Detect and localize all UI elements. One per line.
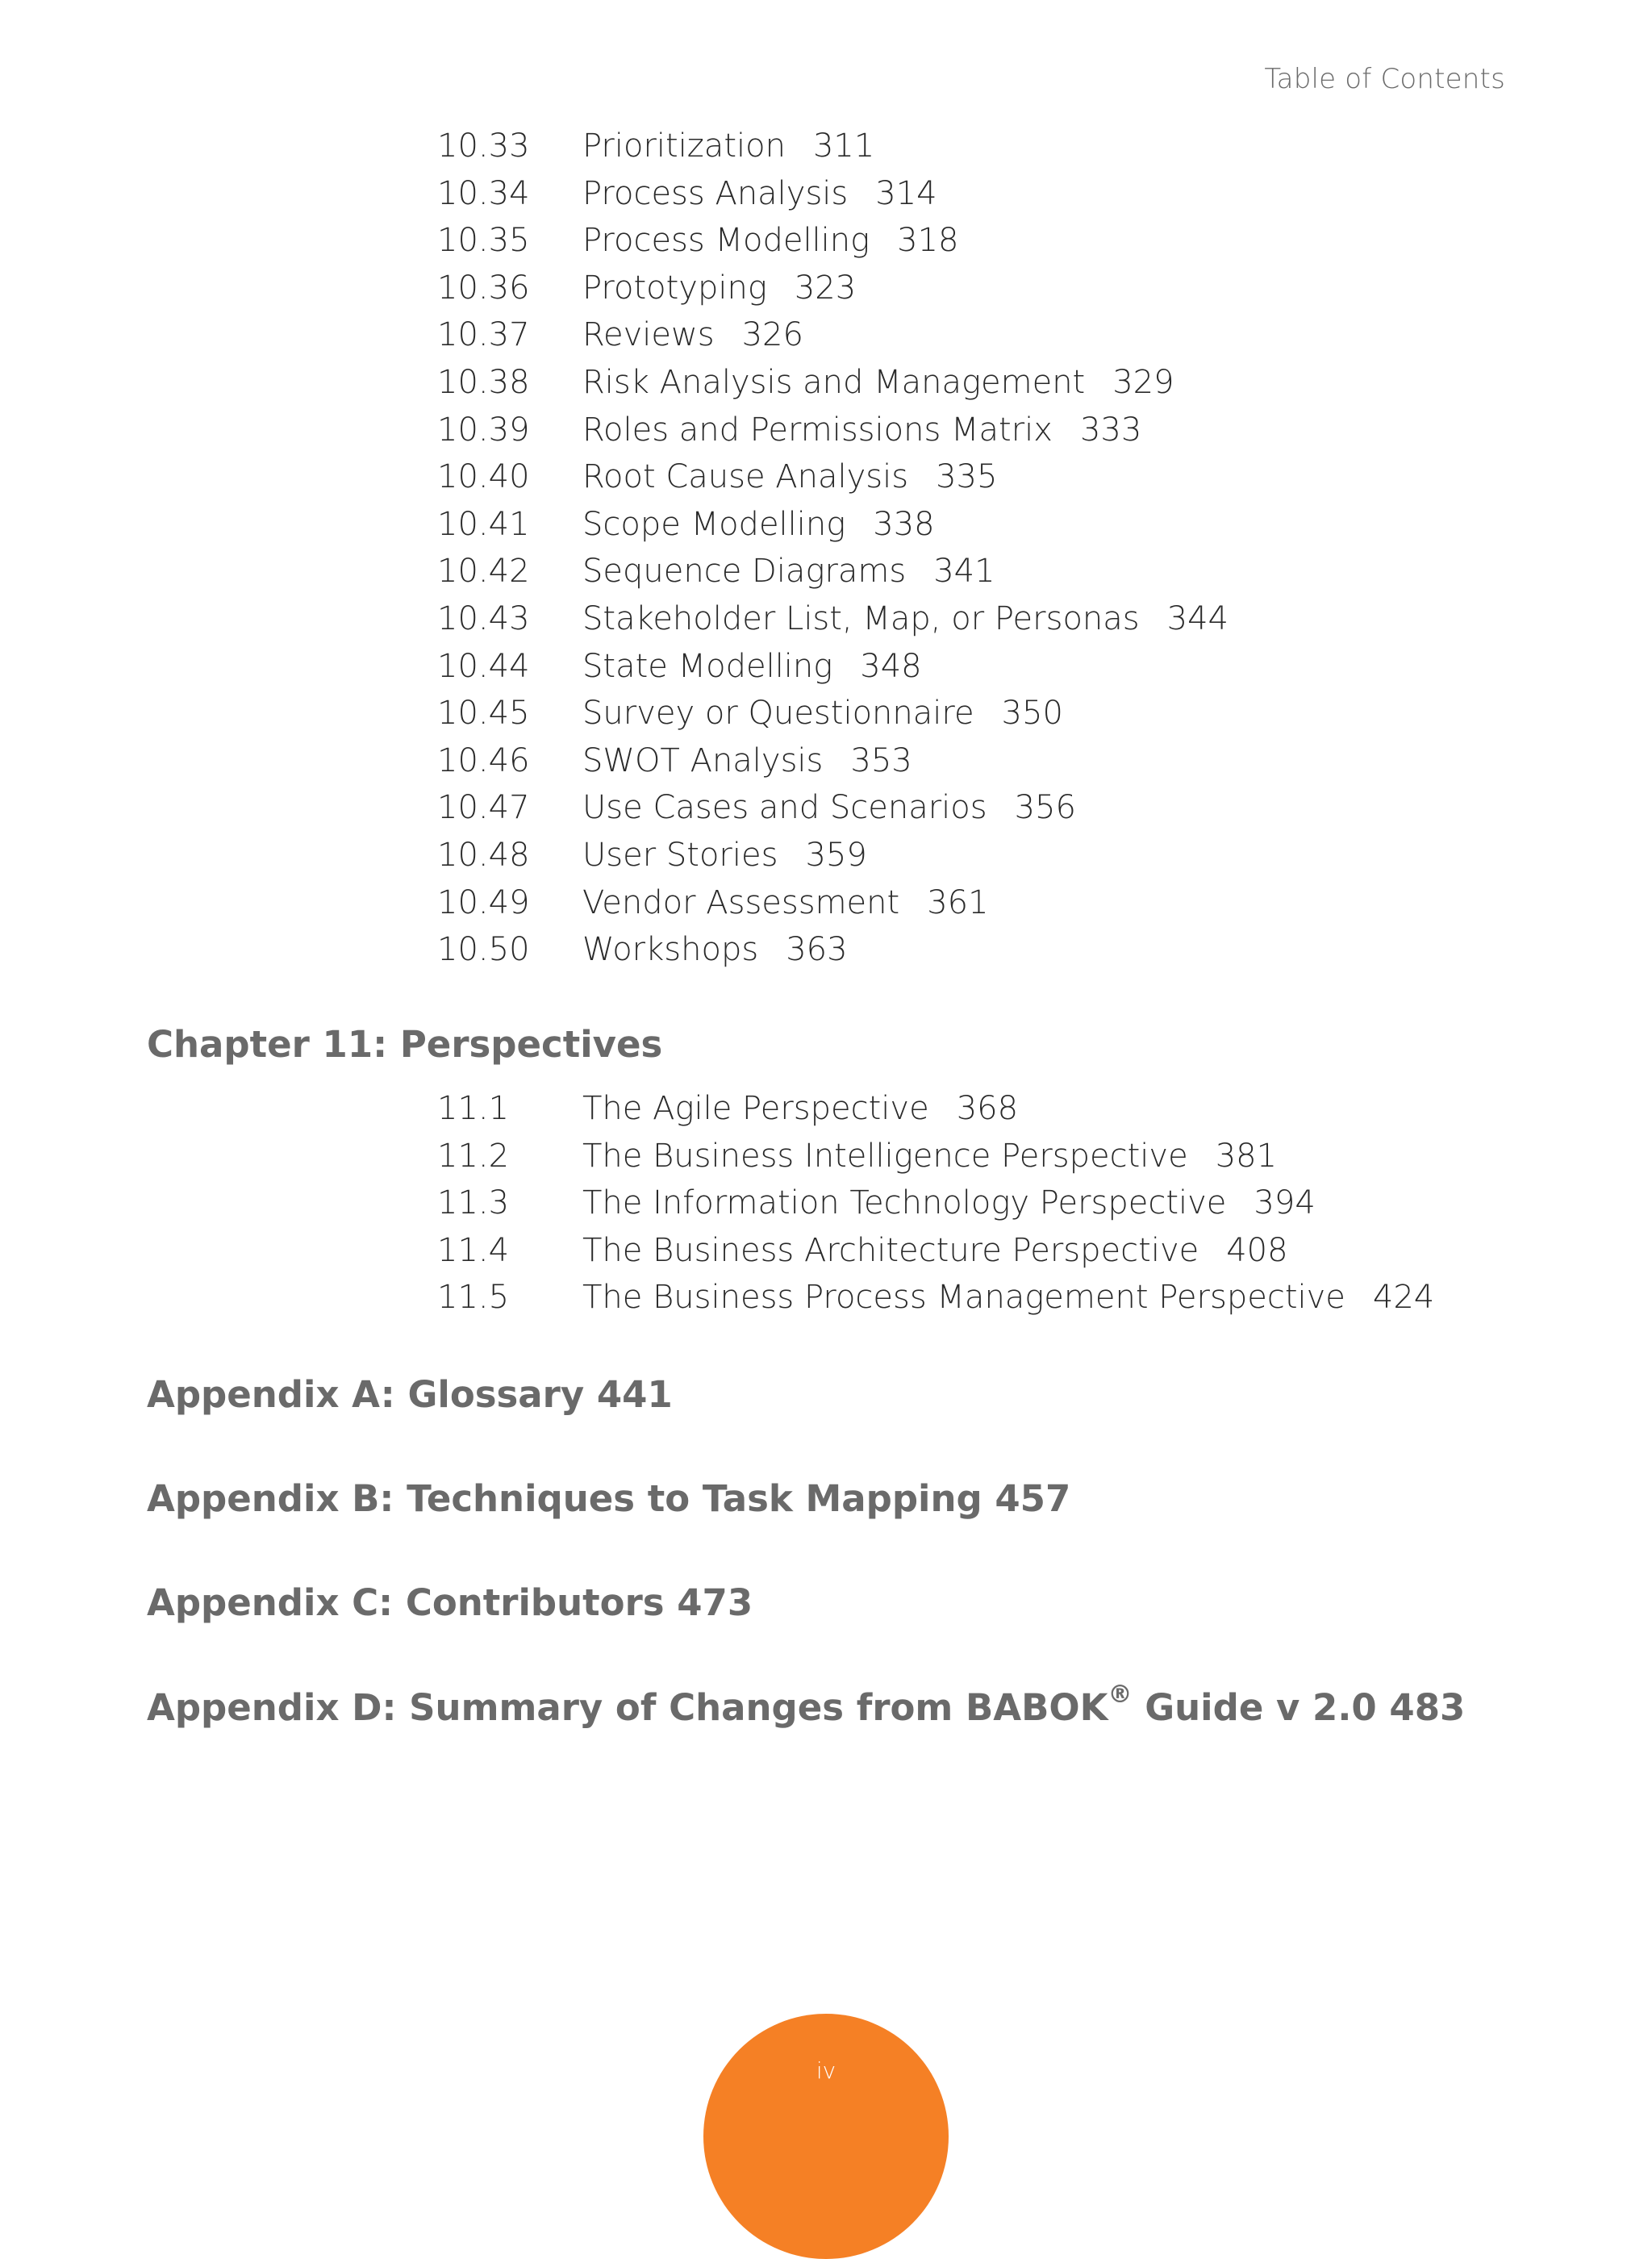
toc-entry-title: Workshops — [582, 931, 759, 969]
toc-entry-page: 326 — [741, 316, 803, 354]
toc-entry-number: 10.50 — [437, 931, 530, 969]
toc-entry[interactable] — [437, 1090, 1566, 1138]
toc-entry[interactable] — [437, 742, 1566, 790]
toc-entry-title: Process Analysis — [582, 174, 849, 212]
toc-entry-page: 341 — [933, 553, 995, 591]
toc-entry-title: Reviews — [582, 316, 715, 354]
toc-entry[interactable] — [437, 269, 1566, 317]
toc-entry-number: 10.46 — [437, 741, 530, 779]
toc-entry[interactable] — [437, 553, 1566, 600]
toc-entry-title: Vendor Assessment — [582, 883, 900, 921]
toc-entry-title: Prototyping — [582, 269, 767, 307]
appendix-a-heading[interactable]: Appendix A: Glossary 441 — [147, 1373, 673, 1416]
toc-entry[interactable] — [437, 175, 1566, 223]
toc-entry-page: 333 — [1079, 411, 1142, 449]
toc-entry[interactable] — [437, 222, 1566, 269]
toc-entry-number: 10.45 — [437, 695, 530, 733]
toc-entry[interactable] — [437, 1138, 1566, 1185]
toc-entry-title: Roles and Permissions Matrix — [582, 411, 1053, 449]
toc-entry-title: Root Cause Analysis — [582, 458, 909, 496]
toc-entry-page: 350 — [1001, 695, 1063, 733]
toc-entry-number: 10.40 — [437, 458, 530, 496]
toc-entry[interactable] — [437, 837, 1566, 884]
toc-entry-title: Use Cases and Scenarios — [582, 789, 987, 827]
toc-entry[interactable] — [437, 127, 1566, 175]
toc-entry-page: 381 — [1215, 1137, 1278, 1175]
toc-entry[interactable] — [437, 506, 1566, 553]
toc-entry-page: 338 — [873, 505, 935, 543]
toc-entry[interactable] — [437, 364, 1566, 411]
toc-entry-page: 356 — [1014, 789, 1076, 827]
chapter-11-heading[interactable]: Chapter 11: Perspectives — [147, 1023, 663, 1066]
toc-entry-page: 363 — [786, 931, 848, 969]
toc-entry-page: 368 — [956, 1090, 1019, 1127]
toc-entry-page: 348 — [860, 647, 922, 685]
toc-entry-page: 311 — [812, 127, 875, 165]
toc-entry-number: 11.4 — [437, 1231, 510, 1269]
toc-entry-page: 359 — [805, 836, 867, 874]
toc-entry-page: 408 — [1226, 1231, 1288, 1269]
registered-mark: ® — [1108, 1681, 1133, 1709]
running-head: Table of Contents — [1264, 63, 1505, 95]
toc-entry-page: 318 — [897, 222, 959, 260]
toc-entry-number: 10.37 — [437, 316, 530, 354]
toc-entry[interactable] — [437, 458, 1566, 506]
toc-entry-number: 10.36 — [437, 269, 530, 307]
toc-entry-title: User Stories — [582, 836, 778, 874]
toc-entry-title: State Modelling — [582, 647, 833, 685]
toc-entry-number: 10.47 — [437, 789, 530, 827]
toc-entry-number: 10.49 — [437, 883, 530, 921]
toc-entry-title: The Business Process Management Perspective — [582, 1279, 1345, 1317]
toc-entry-number: 10.42 — [437, 553, 530, 591]
toc-entry[interactable] — [437, 1232, 1566, 1280]
toc-entry-number: 11.5 — [437, 1279, 510, 1317]
toc-entry-number: 10.41 — [437, 505, 530, 543]
toc-entry-page: 344 — [1166, 599, 1229, 637]
toc-entry-title: Stakeholder List, Map, or Personas — [582, 599, 1140, 637]
toc-entry[interactable] — [437, 648, 1566, 695]
toc-entry[interactable] — [437, 600, 1566, 648]
appendix-c-heading[interactable]: Appendix C: Contributors 473 — [147, 1581, 753, 1624]
toc-entry-number: 11.1 — [437, 1090, 510, 1127]
toc-entry-page: 353 — [850, 741, 912, 779]
toc-entry-title: Sequence Diagrams — [582, 553, 907, 591]
toc-entry[interactable] — [437, 411, 1566, 459]
toc-entry-title: The Business Architecture Perspective — [582, 1231, 1199, 1269]
toc-entry-number: 11.3 — [437, 1184, 510, 1222]
toc-entry[interactable] — [437, 695, 1566, 742]
appendix-d-text-end: Guide v 2.0 483 — [1132, 1686, 1466, 1729]
toc-entry[interactable] — [437, 316, 1566, 364]
appendix-d-text: Appendix D: Summary of Changes from BABOK — [147, 1686, 1108, 1729]
toc-entry-number: 10.48 — [437, 836, 530, 874]
toc-entry-page: 394 — [1254, 1184, 1316, 1222]
toc-entry-page: 329 — [1112, 363, 1174, 401]
toc-entry-number: 10.38 — [437, 363, 530, 401]
toc-entry[interactable] — [437, 1279, 1566, 1326]
toc-entry-title: Prioritization — [582, 127, 786, 165]
toc-list-chapter-10 — [437, 127, 1566, 979]
toc-entry-page: 323 — [794, 269, 857, 307]
toc-list-chapter-11 — [437, 1090, 1566, 1326]
toc-entry-page: 314 — [875, 174, 937, 212]
toc-entry-number: 10.44 — [437, 647, 530, 685]
toc-entry-number: 10.35 — [437, 222, 530, 260]
appendix-d-heading[interactable] — [147, 1681, 1466, 1729]
toc-entry-title: Scope Modelling — [582, 505, 846, 543]
toc-entry[interactable] — [437, 789, 1566, 837]
toc-entry-title: SWOT Analysis — [582, 741, 824, 779]
toc-entry-title: Risk Analysis and Management — [582, 363, 1086, 401]
toc-entry-title: Survey or Questionnaire — [582, 695, 974, 733]
toc-entry-number: 11.2 — [437, 1137, 510, 1175]
toc-entry-title: The Information Technology Perspective — [582, 1184, 1227, 1222]
toc-entry[interactable] — [437, 884, 1566, 932]
toc-entry[interactable] — [437, 1184, 1566, 1232]
toc-entry-number: 10.34 — [437, 174, 530, 212]
appendix-b-heading[interactable]: Appendix B: Techniques to Task Mapping 457 — [147, 1477, 1071, 1520]
toc-entry-number: 10.33 — [437, 127, 530, 165]
toc-entry-title: The Business Intelligence Perspective — [582, 1137, 1188, 1175]
toc-entry-title: Process Modelling — [582, 222, 870, 260]
toc-entry-page: 335 — [936, 458, 998, 496]
toc-entry-page: 361 — [927, 883, 989, 921]
toc-entry-number: 10.43 — [437, 599, 530, 637]
toc-entry-title: The Agile Perspective — [582, 1090, 929, 1127]
toc-entry-page: 424 — [1372, 1279, 1435, 1317]
toc-entry[interactable] — [437, 931, 1566, 979]
page-number: iv — [816, 2057, 836, 2084]
toc-entry-number: 10.39 — [437, 411, 530, 449]
page-number-badge — [703, 2014, 949, 2259]
